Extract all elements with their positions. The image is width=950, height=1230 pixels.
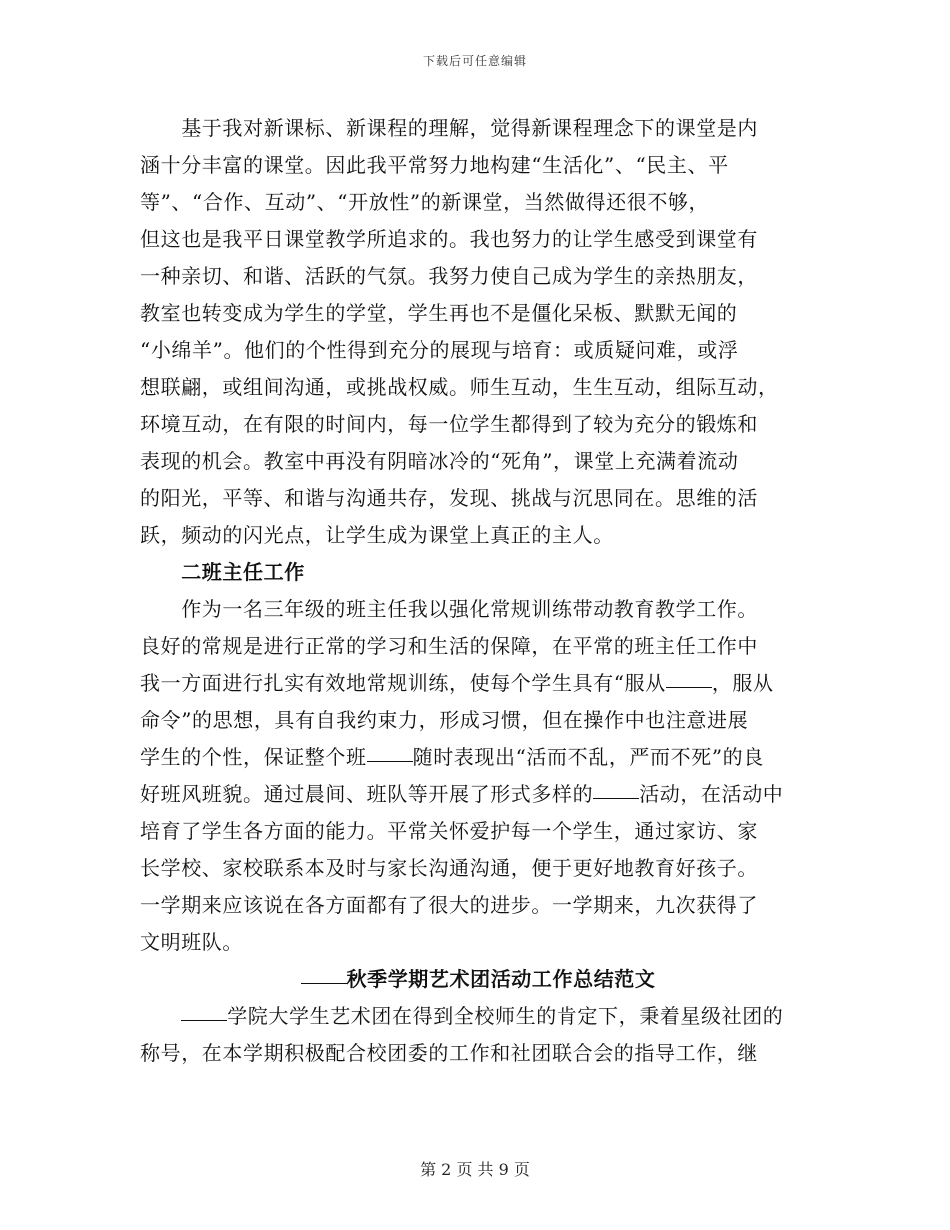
text-segment: 学院大学生艺术团在得到全校师生的肯定下，秉着星级社团的 <box>227 1004 784 1028</box>
paragraph-line: 表现的机会。教室中再没有阴暗冰冷的“死角”，课堂上充满着流动 <box>140 449 739 473</box>
text-segment: 好班风班貌。通过晨间、班队等开展了形式多样的 <box>140 782 594 806</box>
fill-in-blank <box>301 982 347 984</box>
paragraph-line: 文明班队。 <box>140 930 243 954</box>
paragraph-line: 但这也是我平日课堂教学所追求的。我也努力的让学生感受到课堂有 <box>140 227 758 251</box>
paragraph-line: 命令”的思想，具有自我约束力，形成习惯，但在操作中也注意进展 <box>140 708 749 732</box>
paragraph-line: 称号，在本学期积极配合校团委的工作和社团联合会的指导工作，继 <box>140 1041 758 1065</box>
text-segment: 活动，在活动中 <box>639 782 784 806</box>
document-body <box>140 110 812 1072</box>
paragraph-line: 涵十分丰富的课堂。因此我平常努力地构建“生活化”、“民主、平 <box>140 153 729 177</box>
page-number: 第 2 页 共 9 页 <box>420 1160 530 1179</box>
paragraph-line: 等”、“合作、互动”、“开放性”的新课堂，当然做得还很不够， <box>140 190 710 214</box>
paragraph-line: 良好的常规是进行正常的学习和生活的保障，在平常的班主任工作中 <box>140 634 758 658</box>
page-header-note: 下载后可任意编辑 <box>422 54 527 68</box>
fill-in-blank <box>666 686 712 688</box>
paragraph-line: 教室也转变成为学生的学堂，学生再也不是僵化呆板、默默无闻的 <box>140 301 738 325</box>
paragraph-line: 环境互动，在有限的时间内，每一位学生都得到了较为充分的锻炼和 <box>140 412 758 436</box>
paragraph-line: 培育了学生各方面的能力。平常关怀爱护每一个学生，通过家访、家 <box>140 819 758 843</box>
text-segment: 学生的个性，保证整个班 <box>140 745 367 769</box>
fill-in-blank <box>181 1019 227 1021</box>
paragraph-line: 基于我对新课标、新课程的理解，觉得新课程理念下的课堂是内 <box>140 116 758 140</box>
paragraph-line: 长学校、家校联系本及时与家长沟通沟通，便于更好地教育好孩子。 <box>140 856 758 880</box>
text-segment <box>140 1004 181 1028</box>
paragraph-line <box>140 998 812 1035</box>
paragraph-line <box>140 739 812 776</box>
article-title-text: 秋季学期艺术团活动工作总结范文 <box>346 967 656 991</box>
paragraph-line: 一学期来应该说在各方面都有了很大的进步。一学期来，九次获得了 <box>140 893 758 917</box>
paragraph-line: 一种亲切、和谐、活跃的气氛。我努力使自己成为学生的亲热朋友， <box>140 264 758 288</box>
paragraph-line: 想联翩，或组间沟通，或挑战权威。师生互动，生生互动，组际互动， <box>140 375 779 399</box>
paragraph-line <box>140 776 812 813</box>
paragraph-line <box>140 665 812 702</box>
paragraph-line: 作为一名三年级的班主任我以强化常规训练带动教育教学工作。 <box>140 597 758 621</box>
paragraph-line: “小绵羊”。他们的个性得到充分的展现与培育：或质疑问难，或浮 <box>140 338 739 362</box>
article-title <box>140 961 812 998</box>
paragraph-line: 的阳光，平等、和谐与沟通共存，发现、挑战与沉思同在。思维的活 <box>140 486 758 510</box>
paragraph-line: 跃，频动的闪光点，让学生成为课堂上真正的主人。 <box>140 523 614 547</box>
text-segment: 随时表现出“活而不乱，严而不死”的良 <box>412 745 764 769</box>
section-heading: 二班主任工作 <box>140 560 305 584</box>
text-segment: 我一方面进行扎实有效地常规训练，使每个学生具有“服从 <box>140 671 666 695</box>
text-segment: ，服从 <box>711 671 774 695</box>
fill-in-blank <box>593 797 639 799</box>
fill-in-blank <box>367 760 413 762</box>
